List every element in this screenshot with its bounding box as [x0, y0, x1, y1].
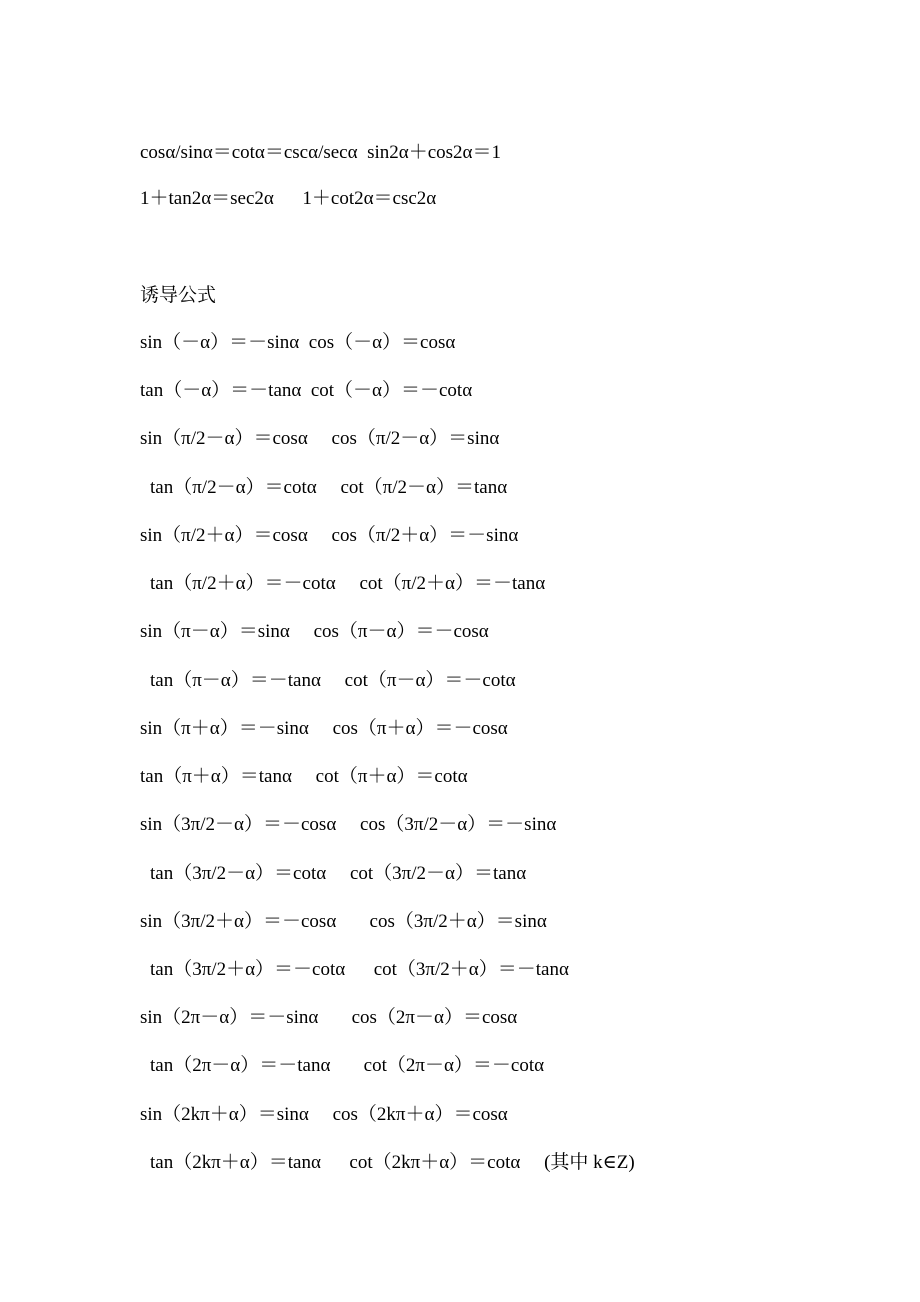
formula-line: tan（－α）＝－tanα cot（－α）＝－cotα: [140, 380, 473, 401]
formula-line: sin（3π/2＋α）＝－cosα cos（3π/2＋α）＝sinα: [140, 911, 547, 932]
section-title: 诱导公式: [140, 284, 217, 306]
formula-line: sin（2kπ＋α）＝sinα cos（2kπ＋α）＝cosα: [140, 1104, 508, 1125]
identity-line-1: cosα/sinα＝cotα＝cscα/secα sin2α＋cos2α＝1: [140, 142, 501, 163]
formula-line: tan（π－α）＝－tanα cot（π－α）＝－cotα: [150, 670, 516, 691]
formula-line: sin（π/2－α）＝cosα cos（π/2－α）＝sinα: [140, 428, 500, 449]
formula-line: tan（2kπ＋α）＝tanα cot（2kπ＋α）＝cotα (其中 k∈Z): [150, 1152, 635, 1173]
formula-line: sin（2π－α）＝－sinα cos（2π－α）＝cosα: [140, 1007, 518, 1028]
formula-line: tan（π＋α）＝tanα cot（π＋α）＝cotα: [140, 766, 468, 787]
formula-line: sin（－α）＝－sinα cos（－α）＝cosα: [140, 332, 456, 353]
formula-line: sin（π－α）＝sinα cos（π－α）＝－cosα: [140, 621, 489, 642]
formula-line: sin（3π/2－α）＝－cosα cos（3π/2－α）＝－sinα: [140, 814, 557, 835]
identity-line-2: 1＋tan2α＝sec2α 1＋cot2α＝csc2α: [140, 188, 437, 209]
formula-line: tan（π/2－α）＝cotα cot（π/2－α）＝tanα: [150, 477, 508, 498]
formula-line: tan（2π－α）＝－tanα cot（2π－α）＝－cotα: [150, 1055, 545, 1076]
formula-line: tan（3π/2－α）＝cotα cot（3π/2－α）＝tanα: [150, 863, 527, 884]
formula-line: tan（3π/2＋α）＝－cotα cot（3π/2＋α）＝－tanα: [150, 959, 569, 980]
formula-line: sin（π/2＋α）＝cosα cos（π/2＋α）＝－sinα: [140, 525, 519, 546]
formula-line: sin（π＋α）＝－sinα cos（π＋α）＝－cosα: [140, 718, 508, 739]
formula-line: tan（π/2＋α）＝－cotα cot（π/2＋α）＝－tanα: [150, 573, 546, 594]
